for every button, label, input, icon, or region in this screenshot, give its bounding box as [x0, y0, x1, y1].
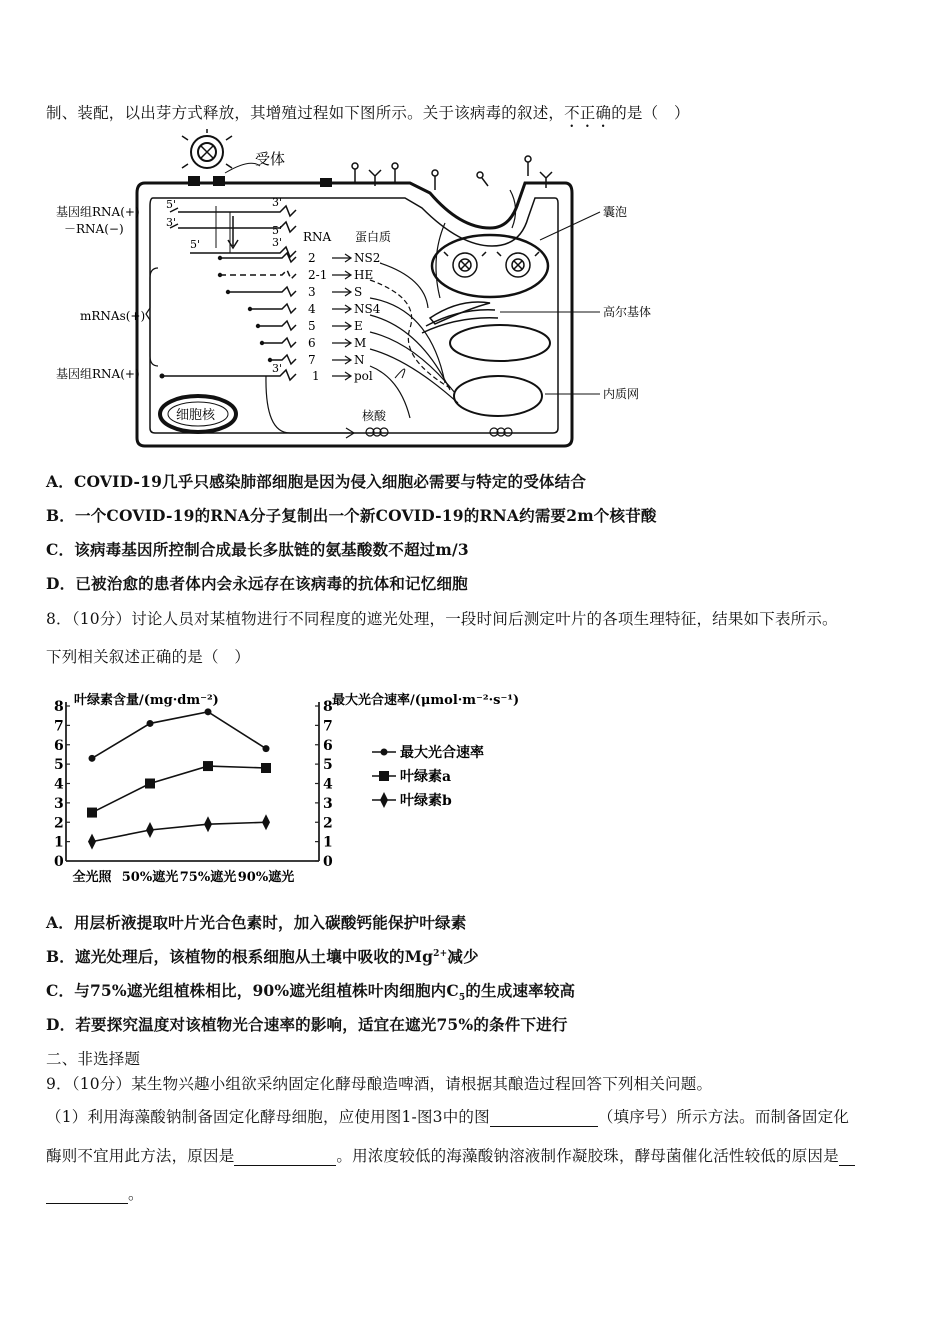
- data-point: [204, 816, 212, 832]
- y-tick-label-left: 4: [54, 776, 64, 793]
- translate-arrow: [332, 339, 351, 347]
- label-vesicle: 囊泡: [603, 205, 628, 219]
- label-5prime-1: 5': [166, 198, 177, 211]
- y-tick-label-left: 3: [54, 795, 64, 812]
- q7-option-c: [46, 538, 469, 560]
- y-tick-label-right: 5: [323, 757, 333, 774]
- data-point: [261, 763, 271, 773]
- option-text-tail: 减少: [447, 947, 479, 966]
- protein-name: E: [354, 319, 363, 333]
- legend-label: 叶绿素b: [400, 793, 452, 809]
- answer-blank-3[interactable]: [839, 1147, 855, 1166]
- q8-stem-line2: 下列相关叙述正确的是（ ）: [46, 648, 251, 666]
- label-3prime-3: 3': [272, 236, 283, 249]
- x-tick-label: 全光照: [72, 870, 112, 885]
- data-point: [87, 808, 97, 818]
- translate-arrow: [332, 271, 351, 279]
- section-title: 二、非选择题: [46, 1050, 141, 1068]
- data-point: [262, 814, 270, 830]
- label-er: 内质网: [603, 387, 640, 401]
- y-axis-title-left: 叶绿素含量/(mg·dm⁻²): [74, 693, 219, 708]
- y-tick-label-left: 8: [54, 699, 64, 715]
- protein-name: NS4: [354, 302, 381, 316]
- answer-blank-2[interactable]: [234, 1147, 336, 1166]
- label-mrnas: mRNAs(+): [80, 309, 146, 323]
- answer-blank-1[interactable]: [490, 1108, 598, 1127]
- mrna-rows: [218, 251, 381, 383]
- y-tick-label-right: 2: [323, 815, 333, 832]
- mrna-number: 7: [308, 353, 316, 367]
- mrna-line: [258, 321, 296, 330]
- translate-arrow: [332, 322, 351, 330]
- protein-name: NS2: [354, 251, 381, 265]
- option-text: COVID-19几乎只感染肺部细胞是因为侵入细胞必需要与特定的受体结合: [73, 472, 587, 491]
- y-tick-label-right: 8: [323, 699, 333, 715]
- q8-stem-line1: 8．（10分）讨论人员对某植物进行不同程度的遮光处理，一段时间后测定叶片的各项生理特征，结果如下表所示。: [46, 610, 838, 628]
- q9-text: 酶则不宜用此方法，原因是: [46, 1147, 235, 1165]
- data-point: [89, 755, 96, 762]
- x-tick-label: 75%遮光: [179, 870, 237, 885]
- label-3prime-2: 3': [272, 196, 283, 209]
- mrna-number: 4: [308, 302, 316, 316]
- label-protein: 蛋白质: [355, 230, 392, 244]
- label-nucleic-acid: 核酸: [362, 409, 387, 423]
- label-3prime-4: 3': [272, 362, 283, 375]
- mrna-line: [220, 253, 296, 262]
- q7-stem-text: 制、装配，以出芽方式释放，其增殖过程如下图所示。关于该病毒的叙述，: [46, 104, 565, 122]
- translate-arrow: [332, 356, 351, 364]
- mrna-line: [262, 338, 296, 347]
- superscript: 2+: [433, 948, 448, 959]
- option-text: 与75%遮光组植株相比，90%遮光组植株叶肉细胞内C: [74, 981, 459, 1000]
- label-nucleus: 细胞核: [176, 408, 216, 423]
- q9-text: （1）利用海藻酸钠制备固定化酵母细胞，应使用图1-图3中的图: [46, 1108, 490, 1126]
- label-golgi: 高尔基体: [603, 305, 652, 319]
- y-tick-label-left: 7: [54, 718, 64, 735]
- y-tick-label-left: 1: [54, 834, 64, 851]
- q7-stem-suffix: 的是（ ）: [611, 104, 690, 122]
- translate-arrow: [332, 372, 351, 380]
- translate-arrow: [332, 305, 351, 313]
- q7-option-a: [46, 470, 586, 492]
- data-point: [145, 779, 155, 789]
- option-text-tail: 的生成速率较高: [465, 981, 576, 1000]
- option-text: 一个COVID-19的RNA分子复制出一个新COVID-19的RNA约需要2m个核苷酸: [75, 506, 657, 525]
- y-tick-label-right: 6: [323, 737, 333, 754]
- virus-replication-diagram: [50, 128, 670, 453]
- option-label: A．: [46, 913, 74, 932]
- q9-text: 。: [128, 1185, 144, 1203]
- x-tick-label: 90%遮光: [237, 870, 295, 885]
- protein-name: M: [354, 336, 367, 350]
- q8-option-d: [46, 1013, 568, 1035]
- option-text: 若要探究温度对该植物光合速率的影响，适宜在遮光75%的条件下进行: [75, 1015, 568, 1034]
- legend-label: 叶绿素a: [400, 769, 452, 785]
- option-label: B．: [46, 506, 76, 525]
- label-rna: RNA: [303, 230, 332, 244]
- series-line: [92, 766, 266, 813]
- y-tick-label-right: 1: [323, 834, 333, 851]
- chart-series: [87, 708, 271, 849]
- y-tick-label-left: 5: [54, 757, 64, 774]
- data-point: [203, 761, 213, 771]
- q7-option-b: [46, 504, 657, 526]
- data-point: [205, 708, 212, 715]
- mrna-line: [220, 270, 296, 279]
- q9-part1-line2: [46, 1144, 855, 1166]
- q7-stem: [46, 101, 690, 131]
- data-point: [380, 792, 388, 808]
- series-line: [92, 712, 266, 759]
- q9-part1-line3: [46, 1182, 144, 1204]
- q7-option-d: [46, 572, 468, 594]
- data-point: [147, 720, 154, 727]
- mrna-number: 2: [308, 251, 316, 265]
- label-genome-rna-plus: 基因组RNA(+): [56, 205, 140, 219]
- protein-name: N: [354, 353, 365, 367]
- y-tick-label-left: 2: [54, 815, 64, 832]
- option-label: D．: [46, 574, 76, 593]
- q9-stem: 9．（10分）某生物兴趣小组欲采纳固定化酵母酿造啤酒，请根据其酿造过程回答下列相关问题。: [46, 1075, 713, 1093]
- shading-chart: [44, 688, 584, 888]
- protein-name: S: [354, 285, 363, 299]
- mrna-number: 1: [312, 369, 320, 383]
- option-text: 已被治愈的患者体内会永远存在该病毒的抗体和记忆细胞: [75, 574, 468, 593]
- q9-part1-line1: [46, 1105, 849, 1127]
- x-tick-label: 50%遮光: [121, 870, 179, 885]
- q7-stem-emphasis: 不正确: [564, 104, 612, 122]
- protein-name: HE: [354, 268, 374, 282]
- data-point: [379, 771, 389, 781]
- y-tick-label-left: 0: [54, 854, 64, 870]
- chart-axes: [54, 692, 519, 885]
- mrna-number: 5: [308, 319, 316, 333]
- y-tick-label-right: 4: [323, 776, 333, 793]
- protein-name: pol: [354, 369, 373, 383]
- legend-label: 最大光合速率: [400, 745, 484, 761]
- option-label: B．: [46, 947, 76, 966]
- data-point: [263, 745, 270, 752]
- mrna-number: 3: [308, 285, 316, 299]
- label-receptor: 受体: [255, 150, 286, 168]
- q8-option-a: [46, 911, 466, 933]
- option-label: A．: [46, 472, 74, 491]
- data-point: [146, 822, 154, 838]
- q8-option-c: [46, 979, 575, 1003]
- option-text: 该病毒基因所控制合成最长多肽链的氨基酸数不超过m/3: [74, 540, 469, 559]
- label-3prime-1: 3': [166, 216, 177, 229]
- data-point: [381, 749, 388, 756]
- mrna-line: [228, 287, 296, 296]
- data-point: [88, 834, 96, 850]
- subscript: 5: [458, 993, 466, 1004]
- option-label: D．: [46, 1015, 76, 1034]
- y-axis-title-right: 最大光合速率/(μmol·m⁻²·s⁻¹): [332, 693, 520, 708]
- label-minus-rna: －RNA(−): [64, 222, 124, 236]
- label-5prime-3: 5': [190, 238, 201, 251]
- option-label: C．: [46, 540, 75, 559]
- y-tick-label-right: 0: [323, 854, 333, 870]
- series-line: [92, 822, 266, 841]
- translate-arrow: [332, 254, 351, 262]
- option-text: 遮光处理后，该植物的根系细胞从土壤中吸收的Mg: [75, 947, 434, 966]
- answer-blank-3-cont[interactable]: [46, 1185, 128, 1204]
- chart-legend: [372, 744, 484, 809]
- option-text: 用层析液提取叶片光合色素时，加入碳酸钙能保护叶绿素: [73, 913, 467, 932]
- q8-option-b: [46, 945, 479, 967]
- mrna-number: 6: [308, 336, 316, 350]
- q9-text: 。用浓度较低的海藻酸钠溶液制作凝胶珠，酵母菌催化活性较低的原因是: [336, 1147, 839, 1165]
- translate-arrow: [332, 288, 351, 296]
- label-5prime-2: 5': [272, 224, 283, 237]
- option-label: C．: [46, 981, 75, 1000]
- label-genome-rna-plus-2: 基因组RNA(+): [56, 367, 140, 381]
- y-tick-label-left: 6: [54, 737, 64, 754]
- y-tick-label-right: 7: [323, 718, 333, 735]
- y-tick-label-right: 3: [323, 795, 333, 812]
- q9-text: （填序号）所示方法。而制备固定化: [597, 1108, 850, 1126]
- mrna-line: [250, 304, 296, 313]
- mrna-number: 2-1: [308, 268, 328, 282]
